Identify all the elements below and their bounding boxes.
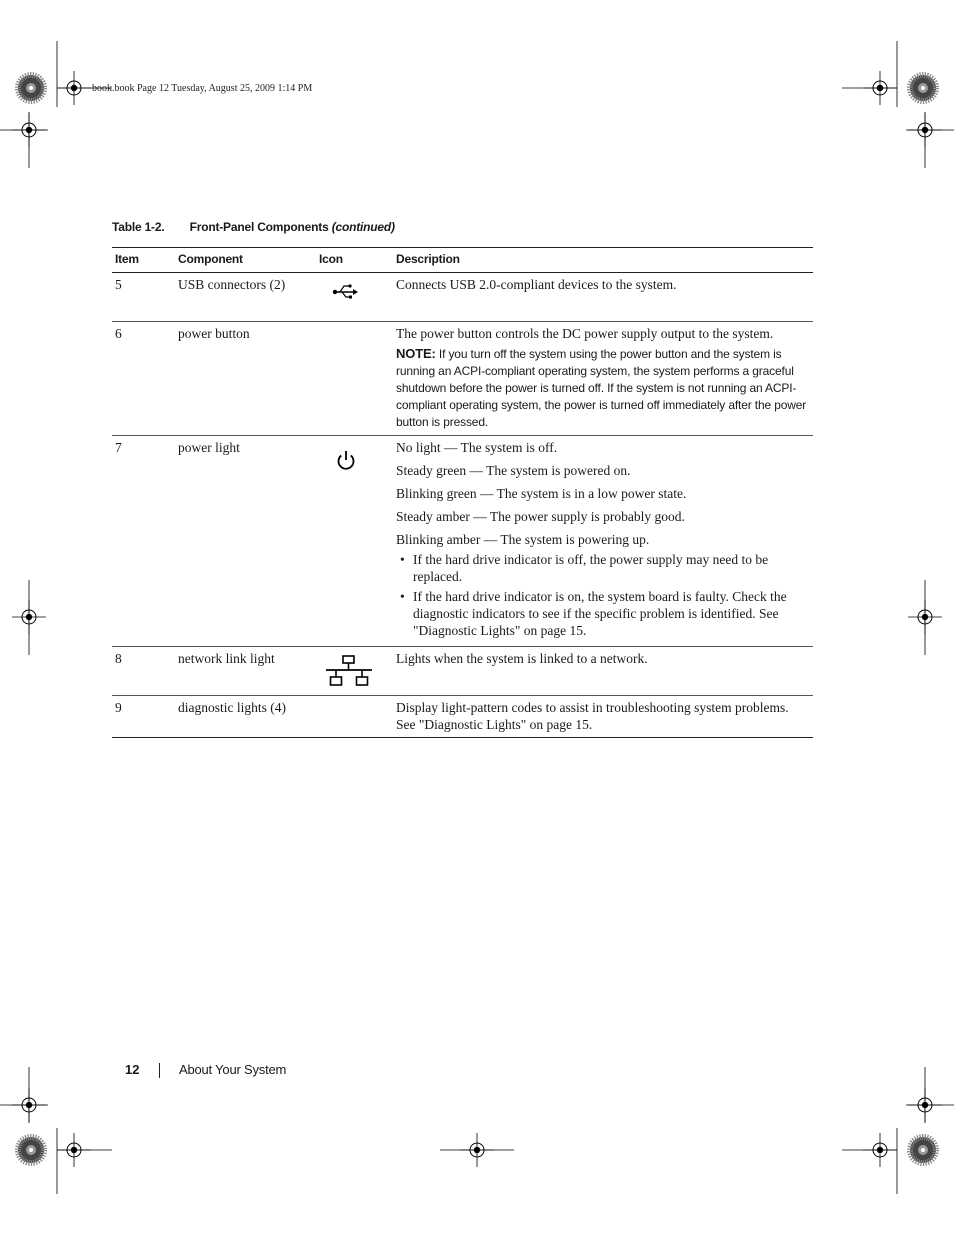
header-item: Item	[115, 252, 139, 266]
print-slug: book.book Page 12 Tuesday, August 25, 2009 1:14 PM	[92, 83, 313, 94]
component-name: diagnostic lights (4)	[178, 700, 286, 715]
footer-divider	[159, 1063, 160, 1078]
table-row	[112, 647, 813, 696]
table-title: Front-Panel Components	[189, 220, 329, 234]
section-title: About Your System	[179, 1062, 287, 1077]
table-row	[112, 273, 813, 322]
note-label: NOTE:	[396, 346, 436, 361]
table-caption	[112, 220, 395, 234]
component-name: network link light	[178, 651, 275, 666]
description-paragraph: Connects USB 2.0-compliant devices to the system.	[396, 277, 677, 292]
table-row	[112, 436, 813, 647]
bullet-item: • If the hard drive indicator is off, the power supply may need to be replaced.	[396, 551, 810, 585]
header-icon: Icon	[319, 252, 343, 266]
description-paragraph: Steady amber — The power supply is probably good.	[396, 509, 685, 524]
component-name: power light	[178, 440, 240, 455]
header-description: Description	[396, 252, 460, 266]
usb-icon	[332, 283, 358, 304]
front-panel-components-table	[112, 247, 813, 738]
bullet-item: • If the hard drive indicator is on, the system board is faulty. Check the diagnostic indicators to see if the specific problem is identified. See "Diagnostic Lights" on page 15.	[396, 588, 810, 639]
component-name: USB connectors (2)	[178, 277, 286, 292]
table-number: Table 1-2.	[112, 220, 165, 234]
table-row	[112, 696, 813, 738]
item-number: 8	[115, 651, 122, 666]
item-number: 9	[115, 700, 122, 715]
item-number: 7	[115, 440, 122, 455]
power-icon	[336, 450, 356, 477]
table-continued: (continued)	[331, 220, 395, 234]
note-text: If you turn off the system using the power button and the system is running an ACPI-compliant operating system, the system performs a graceful shutdown before the power is turned off. If the system is not running an ACPI-compliant operating system, the power is turned off immediately after the power button is pressed.	[396, 347, 807, 429]
item-number: 5	[115, 277, 122, 292]
component-name: power button	[178, 326, 250, 341]
bullet-list	[396, 551, 810, 639]
description	[396, 439, 810, 642]
description-paragraph: Lights when the system is linked to a network.	[396, 651, 648, 666]
description-paragraph: The power button controls the DC power supply output to the system.	[396, 326, 774, 341]
note	[396, 345, 810, 431]
network-icon	[325, 655, 373, 694]
description	[396, 325, 810, 431]
description-paragraph: Blinking green — The system is in a low power state.	[396, 486, 687, 501]
item-number: 6	[115, 326, 122, 341]
description-paragraph: Steady green — The system is powered on.	[396, 463, 631, 478]
description	[396, 699, 810, 739]
description-paragraph: Display light-pattern codes to assist in troubleshooting system problems. See "Diagnostic Lights" on page 15.	[396, 700, 789, 732]
header-component: Component	[178, 252, 243, 266]
description-paragraph: No light — The system is off.	[396, 440, 558, 455]
description	[396, 276, 810, 299]
page-number: 12	[125, 1062, 140, 1077]
description	[396, 650, 810, 673]
description-paragraph: Blinking amber — The system is powering up.	[396, 532, 650, 547]
table-header-row	[112, 247, 813, 273]
table-row	[112, 322, 813, 436]
